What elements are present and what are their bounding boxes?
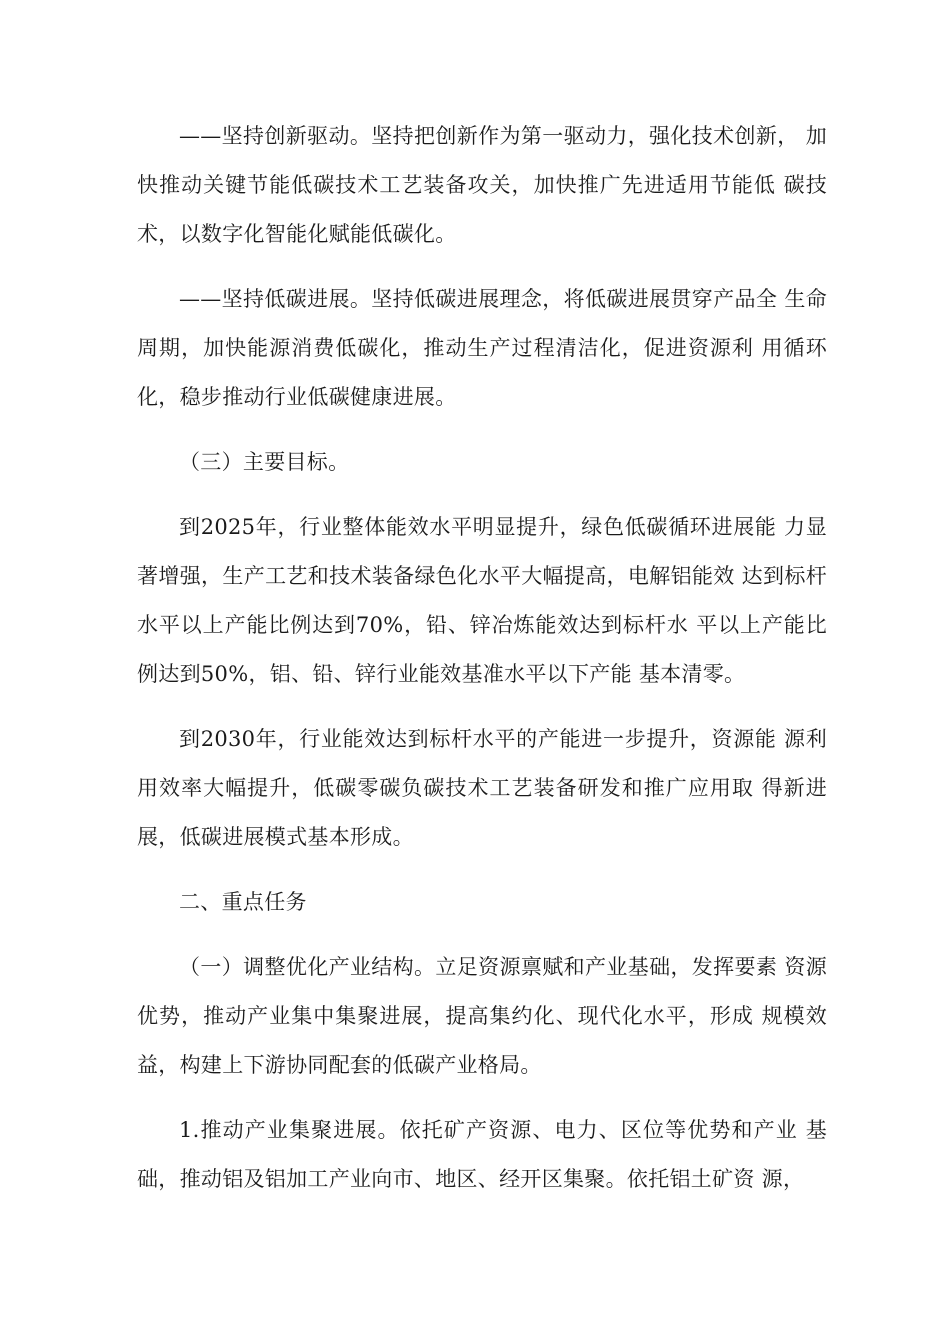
paragraph-optimize-industry-structure: （一）调整优化产业结构。立足资源禀赋和产业基础，发挥要素 资源优势，推动产业集中集聚进展，提高集约化、现代化水平，形成 规模效益，构建上下游协同配套的低碳产业格局。	[137, 955, 827, 1077]
paragraph-low-carbon-development: ——坚持低碳进展。坚持低碳进展理念，将低碳进展贯穿产品全 生命周期，加快能源消费低碳化，推动生产过程清洁化，促进资源利 用循环化，稳步推动行业低碳健康进展。	[137, 287, 827, 409]
section-heading-main-goals: （三）主要目标。	[179, 450, 350, 474]
section-heading-key-tasks: 二、重点任务	[179, 890, 307, 914]
paragraph-goal-2025: 到2025年，行业整体能效水平明显提升，绿色低碳循环进展能 力显著增强，生产工艺和技术装备绿色化水平大幅提高，电解铝能效 达到标杆水平以上产能比例达到70%，铅、锌冶炼能效达到标杆水 平以上产能比例达到50%，铝、铅、锌行业能效基准水平以下产能 基本清零。	[137, 515, 827, 686]
document-body	[137, 112, 827, 1220]
paragraph-industry-cluster: 1.推动产业集聚进展。依托矿产资源、电力、区位等优势和产业 基础，推动铝及铝加工产业向市、地区、经开区集聚。依托铝土矿资 源，	[137, 1118, 827, 1191]
paragraph-goal-2030: 到2030年，行业能效达到标杆水平的产能进一步提升，资源能 源利用效率大幅提升，低碳零碳负碳技术工艺装备研发和推广应用取 得新进展，低碳进展模式基本形成。	[137, 727, 827, 849]
paragraph-innovation-driven: ——坚持创新驱动。坚持把创新作为第一驱动力，强化技术创新， 加快推动关键节能低碳技术工艺装备攻关，加快推广先进适用节能低 碳技术，以数字化智能化赋能低碳化。	[137, 124, 827, 246]
